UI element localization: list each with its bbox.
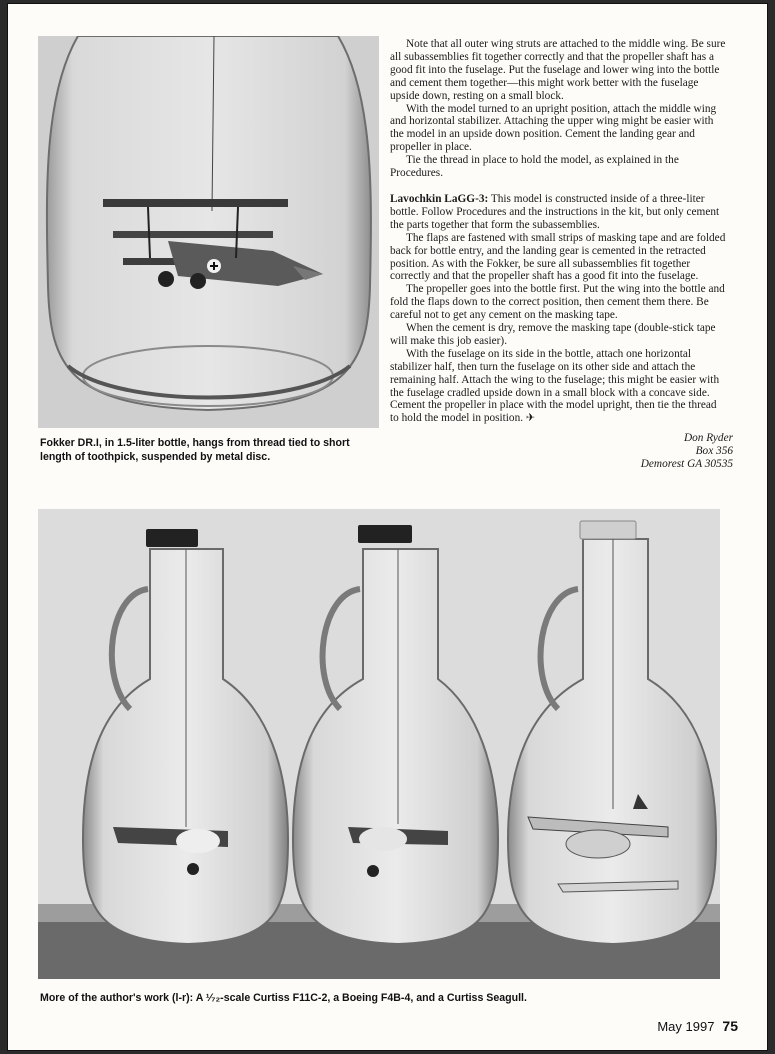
end-mark-icon: ✈ — [525, 411, 536, 425]
paragraph-final — [390, 348, 728, 425]
author-box: Box 356 — [695, 445, 733, 457]
article-body — [390, 38, 728, 425]
author-signature — [568, 432, 733, 471]
lagg-section-paragraph — [390, 193, 728, 232]
paragraph: The propeller goes into the bottle first. Put the wing into the bottle and fold the flaps down to the correct position, then cement them there. Be careful not to get any cement on the masking tape. — [390, 283, 725, 322]
fokker-bottle-photo — [38, 36, 379, 428]
paragraph: Note that all outer wing struts are attached to the middle wing. Be sure all subassemblies fit together correctly and that the propeller shaft has a good fit into the fuselage. Put the fuselage and lower wing into the bottle and cement them together—this might work better with the fuselage upside down, resting on a small block. — [390, 38, 726, 102]
bottles-photo-caption: More of the author's work (l-r): A ¹⁄₇₂-scale Curtiss F11C-2, a Boeing F4B-4, and a Curtiss Seagull. — [40, 992, 527, 1004]
fokker-photo-caption: Fokker DR.I, in 1.5-liter bottle, hangs from thread tied to short length of toothpick, suspended by metal disc. — [40, 437, 350, 463]
three-bottles-illustration — [38, 509, 720, 979]
paragraph: Tie the thread in place to hold the model, as explained in the Procedures. — [390, 154, 679, 180]
lagg-heading: Lavochkin LaGG-3: — [390, 192, 489, 205]
issue-date: May 1997 — [657, 1019, 715, 1034]
three-bottles-photo — [38, 509, 720, 979]
author-city: Demorest GA 30535 — [640, 458, 733, 470]
page-footer — [628, 1018, 738, 1034]
paragraph-text: This model is constructed inside of a three-liter bottle. Follow Procedures and the instructions in the kit, but only cement the parts together that form the subassemblies. — [390, 192, 720, 231]
fokker-bottle-illustration — [38, 36, 379, 428]
author-name: Don Ryder — [683, 432, 733, 444]
paragraph: The flaps are fastened with small strips of masking tape and are folded back for bottle entry, and the landing gear is cemented in the retracted position. As with the Fokker, be sure all subassemblies fit together correctly and that the propeller shaft has a good fit into the fuselage. — [390, 231, 726, 283]
paragraph: When the cement is dry, remove the masking tape (double-stick tape will make this job easier). — [390, 322, 716, 347]
magazine-page — [8, 4, 767, 1050]
page-number: 75 — [722, 1018, 738, 1034]
paragraph-text: With the fuselage on its side in the bottle, attach one horizontal stabilizer half, then turn the fuselage on its other side and attach the remaining half. Attach the wing to the fuselage; this might be easier with the fuselage cradled upside down in a small block with a concave side. Cement the propeller in place with the model upright, then tie the thread to hold the model in position. — [390, 347, 720, 425]
paragraph: With the model turned to an upright position, attach the middle wing and horizontal stabilizer. Attaching the upper wing might be easier with the model in an upside down position. Cement the landing gear and propeller in place. — [390, 102, 717, 154]
